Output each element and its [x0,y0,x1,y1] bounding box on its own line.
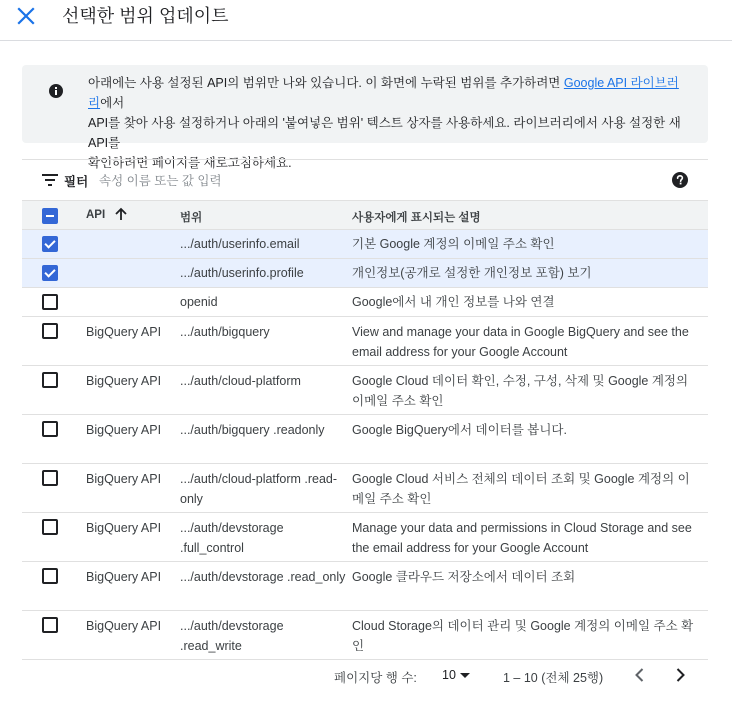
pagination-range: 1 – 10 (전체 25행) [503,671,604,685]
filter-input[interactable] [97,168,601,194]
table-header [22,200,708,230]
row-checkbox[interactable] [42,323,58,339]
cell-description: Google Cloud 데이터 확인, 수정, 구성, 삭제 및 Google 계정의 이메일 주소 확인 [352,374,689,408]
table-row[interactable] [22,611,708,660]
table-row[interactable] [22,366,708,415]
cell-api: BigQuery API [86,619,162,633]
cell-api: BigQuery API [86,374,162,388]
cell-scope: openid [180,295,218,309]
caret-down-icon[interactable] [460,673,470,678]
info-banner [22,65,708,170]
row-checkbox[interactable] [42,519,58,535]
scope-table [22,230,708,660]
cell-scope: .../auth/bigquery .readonly [180,423,325,437]
cell-description: Google에서 내 개인 정보를 나와 연결 [352,295,555,309]
row-checkbox[interactable] [42,294,58,310]
cell-description: Google 클라우드 저장소에서 데이터 조회 [352,570,576,584]
table-row[interactable] [22,317,708,366]
cell-description: 기본 Google 계정의 이메일 주소 확인 [352,237,555,251]
info-icon [49,84,63,98]
cell-scope: .../auth/userinfo.email [180,237,300,251]
chevron-left-icon[interactable] [632,667,648,683]
row-checkbox[interactable] [42,236,58,252]
row-checkbox[interactable] [42,421,58,437]
filter-icon [42,173,58,187]
table-row[interactable] [22,513,708,562]
table-row[interactable] [22,259,708,288]
column-header-api[interactable]: API [86,209,106,221]
info-line3: 확인하려면 페이지를 새로고침하세요. [88,156,292,170]
arrow-up-icon[interactable] [114,207,128,221]
cell-api: BigQuery API [86,423,162,437]
cell-api: BigQuery API [86,325,162,339]
cell-scope: .../auth/cloud-platform .read-only [180,472,338,506]
table-row[interactable] [22,230,708,259]
chevron-right-icon[interactable] [672,667,688,683]
dialog-header [0,0,732,41]
cell-api: BigQuery API [86,521,162,535]
row-checkbox[interactable] [42,265,58,281]
column-header-scope: 범위 [180,212,203,224]
cell-api: BigQuery API [86,570,162,584]
row-checkbox[interactable] [42,617,58,633]
rows-per-page-label: 페이지당 행 수: [334,671,417,685]
filter-label: 필터 [64,175,89,189]
row-checkbox[interactable] [42,372,58,388]
info-text [88,73,688,173]
checkbox-indeterminate[interactable] [42,208,58,224]
info-line1-prefix: 아래에는 사용 설정된 API의 범위만 나와 있습니다. 이 화면에 누락된 범위를 추가하려면 [88,76,564,90]
cell-description: Cloud Storage의 데이터 관리 및 Google 계정의 이메일 주소 확인 [352,619,694,653]
pagination [22,660,708,690]
cell-description: Google BigQuery에서 데이터를 봅니다. [352,423,567,437]
row-checkbox[interactable] [42,470,58,486]
table-row[interactable] [22,464,708,513]
cell-description: View and manage your data in Google BigQuery and see the email address for your Google Account [352,325,689,359]
cell-scope: .../auth/bigquery [180,325,270,339]
cell-scope: .../auth/cloud-platform [180,374,301,388]
row-checkbox[interactable] [42,568,58,584]
cell-description: Google Cloud 서비스 전체의 데이터 조회 및 Google 계정의 이메일 주소 확인 [352,472,690,506]
table-row[interactable] [22,415,708,464]
info-line1-suffix: 에서 [100,96,125,110]
cell-description: Manage your data and permissions in Cloud Storage and see the email address for your Google Account [352,521,692,555]
cell-scope: .../auth/userinfo.profile [180,266,304,280]
table-row[interactable] [22,562,708,611]
cell-scope: .../auth/devstorage .read_write [180,619,284,653]
cell-api: BigQuery API [86,472,162,486]
help-icon[interactable] [672,172,688,188]
info-line2: API를 찾아 사용 설정하거나 아래의 '붙여넣은 범위' 텍스트 상자를 사용하세요. 라이브러리에서 사용 설정한 새 API를 [88,116,681,150]
filter-bar [22,159,708,200]
rows-per-page-select[interactable]: 10 [442,668,456,682]
cell-scope: .../auth/devstorage .read_only [180,570,346,584]
close-icon[interactable] [14,4,38,28]
column-header-description: 사용자에게 표시되는 설명 [352,212,481,224]
cell-description: 개인정보(공개로 설정한 개인정보 포함) 보기 [352,266,592,280]
select-all-checkbox[interactable] [42,208,58,224]
table-row[interactable] [22,288,708,317]
dialog-title: 선택한 범위 업데이트 [62,6,229,26]
api-library-link[interactable]: Google API 라이브러리 [88,76,679,110]
cell-scope: .../auth/devstorage .full_control [180,521,284,555]
